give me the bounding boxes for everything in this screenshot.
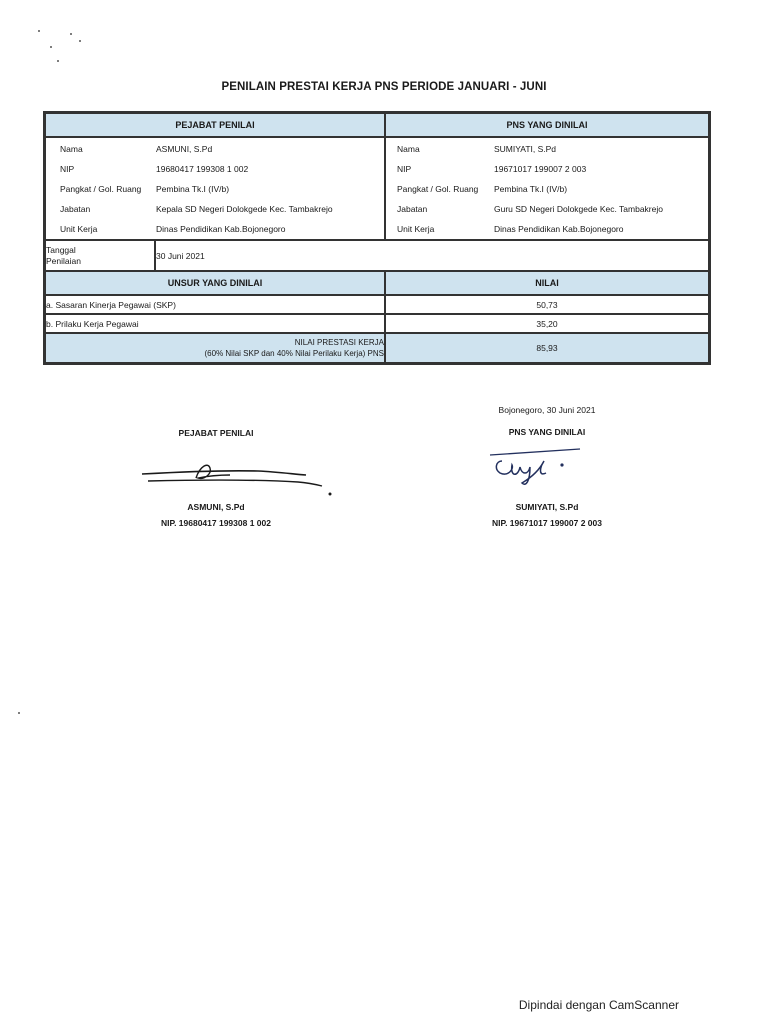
evaluator-field-unit — [46, 219, 384, 239]
field-label: NIP — [397, 164, 412, 174]
field-value: ASMUNI, S.Pd — [156, 144, 213, 154]
party-header-row — [45, 113, 709, 137]
scan-speck — [50, 46, 52, 48]
evaluated-field-pangkat — [386, 179, 708, 199]
evaluator-signature-name: ASMUNI, S.Pd — [187, 502, 245, 512]
field-value: 19680417 199308 1 002 — [156, 164, 249, 174]
date-label-line2: Penilaian — [46, 255, 81, 266]
field-value: Dinas Pendidikan Kab.Bojonegoro — [156, 224, 286, 234]
evaluator-field-nip — [46, 159, 384, 179]
evaluated-header: PNS YANG DINILAI — [385, 113, 709, 137]
date-row — [45, 240, 709, 271]
scan-speck — [38, 30, 40, 32]
camscanner-footer: Dipindai dengan CamScanner — [518, 998, 679, 1012]
total-label — [45, 333, 385, 363]
evaluated-info — [385, 137, 709, 240]
evaluator-signature-nip: NIP. 19680417 199308 1 002 — [161, 518, 271, 528]
scan-speck — [79, 40, 81, 42]
field-label: NIP — [60, 164, 75, 174]
scan-speck — [70, 33, 72, 35]
field-label: Jabatan — [60, 204, 91, 214]
party-info-row — [45, 137, 709, 240]
field-value: SUMIYATI, S.Pd — [494, 144, 557, 154]
score-label: b. Prilaku Kerja Pegawai — [45, 314, 385, 333]
value-header: NILAI — [385, 271, 709, 295]
field-value: 19671017 199007 2 003 — [494, 164, 587, 174]
scan-speck — [18, 712, 20, 714]
evaluator-signature — [138, 458, 338, 500]
field-value: Kepala SD Negeri Dolokgede Kec. Tambakrejo — [156, 204, 333, 214]
field-label: Pangkat / Gol. Ruang — [397, 184, 479, 194]
evaluated-signature-name: SUMIYATI, S.Pd — [515, 502, 579, 512]
evaluator-info — [45, 137, 385, 240]
field-label: Pangkat / Gol. Ruang — [60, 184, 142, 194]
place-date: Bojonegoro, 30 Juni 2021 — [498, 405, 596, 415]
evaluator-field-pangkat — [46, 179, 384, 199]
evaluated-signature — [488, 447, 588, 489]
score-label: a. Sasaran Kinerja Pegawai (SKP) — [45, 295, 385, 314]
field-label: Nama — [397, 144, 420, 154]
evaluator-signature-role: PEJABAT PENILAI — [178, 428, 254, 438]
evaluated-field-nip — [386, 159, 708, 179]
date-value: 30 Juni 2021 — [155, 240, 709, 271]
element-header: UNSUR YANG DINILAI — [45, 271, 385, 295]
total-row — [45, 333, 709, 363]
scores-header-row — [45, 271, 709, 295]
field-label: Unit Kerja — [60, 224, 98, 234]
field-value: Guru SD Negeri Dolokgede Kec. Tambakrejo — [494, 204, 663, 214]
evaluation-table — [43, 111, 711, 365]
field-value: Dinas Pendidikan Kab.Bojonegoro — [494, 224, 624, 234]
score-value: 50,73 — [385, 295, 709, 314]
evaluator-field-nama — [46, 139, 384, 159]
field-label: Nama — [60, 144, 83, 154]
field-label: Unit Kerja — [397, 224, 435, 234]
total-value: 85,93 — [385, 333, 709, 363]
date-label-line1: Tanggal — [46, 244, 76, 255]
evaluated-field-unit — [386, 219, 708, 239]
score-row-behavior — [45, 314, 709, 333]
evaluated-field-nama — [386, 139, 708, 159]
document-title: PENILAIN PRESTAI KERJA PNS PERIODE JANUARI - JUNI — [221, 81, 547, 93]
evaluated-field-jabatan — [386, 199, 708, 219]
scan-speck — [57, 60, 59, 62]
evaluated-signature-nip: NIP. 19671017 199007 2 003 — [492, 518, 602, 528]
total-label-line2: (60% Nilai SKP dan 40% Nilai Perilaku Kerja) PNS — [204, 349, 384, 358]
evaluator-field-jabatan — [46, 199, 384, 219]
field-label: Jabatan — [397, 204, 428, 214]
evaluated-signature-role: PNS YANG DINILAI — [508, 427, 586, 437]
total-label-line1: NILAI PRESTASI KERJA — [294, 338, 384, 347]
field-value: Pembina Tk.I (IV/b) — [494, 184, 568, 194]
field-value: Pembina Tk.I (IV/b) — [156, 184, 230, 194]
score-value: 35,20 — [385, 314, 709, 333]
date-label — [45, 240, 155, 271]
evaluator-header: PEJABAT PENILAI — [45, 113, 385, 137]
score-row-skp — [45, 295, 709, 314]
